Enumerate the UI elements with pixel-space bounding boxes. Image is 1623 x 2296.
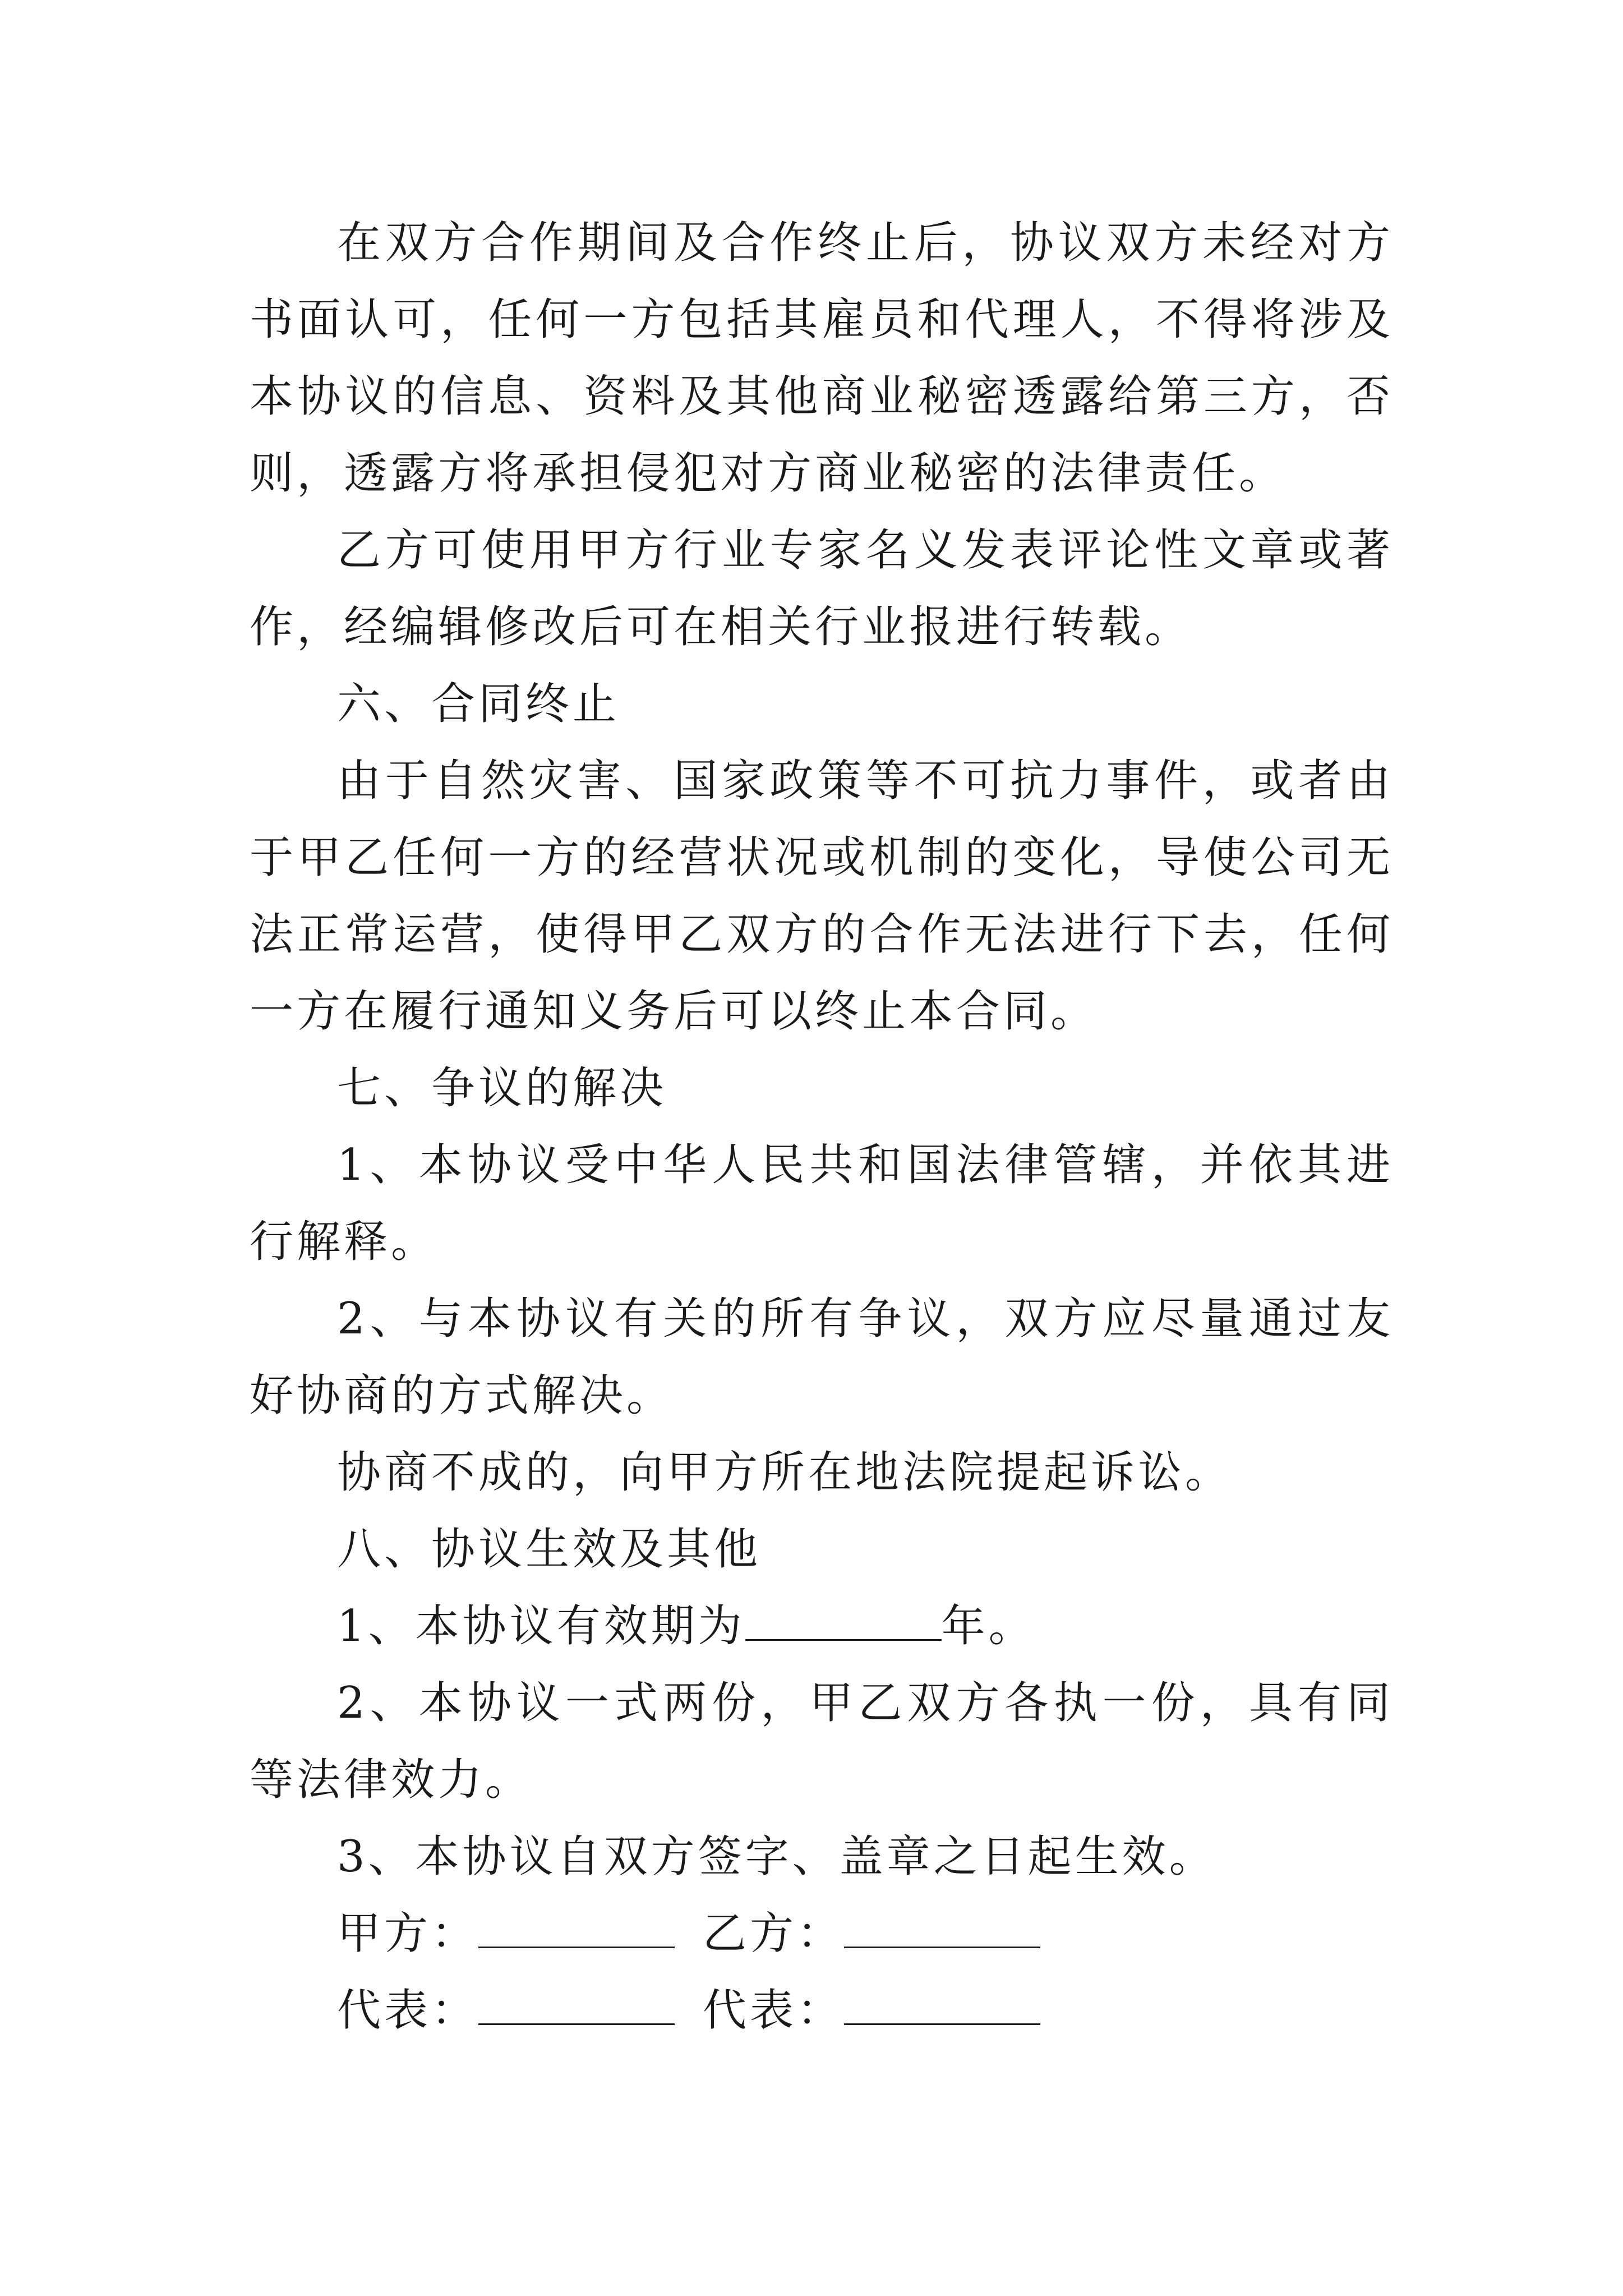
negotiation-clause: 2、与本协议有关的所有争议，双方应尽量通过友好协商的方式解决。 <box>250 1294 1394 1421</box>
litigation-clause: 协商不成的，向甲方所在地法院提起诉讼。 <box>337 1447 1233 1498</box>
rep-a-signature-blank[interactable] <box>478 1984 675 2025</box>
term-clause <box>250 1588 1394 1665</box>
rep-b-signature-blank[interactable] <box>844 1984 1040 2025</box>
rep-b-label: 代表： <box>703 1985 845 2036</box>
governing-law-clause: 1、本协议受中华人民共和国法律管辖，并依其进行解释。 <box>250 1140 1394 1267</box>
term-years-blank[interactable] <box>745 1600 942 1641</box>
party-signature-row <box>250 1895 1394 1972</box>
party-a-label: 甲方： <box>337 1908 479 1959</box>
section-heading-termination: 六、合同终止 <box>337 679 620 729</box>
section-heading-dispute: 七、争议的解决 <box>337 1063 667 1114</box>
publication-paragraph: 乙方可使用甲方行业专家名义发表评论性文章或著作，经编辑修改后可在相关行业报进行转载。 <box>250 525 1394 652</box>
effective-date-clause: 3、本协议自双方签字、盖章之日起生效。 <box>337 1832 1216 1882</box>
section-heading-effectiveness: 八、协议生效及其他 <box>337 1524 762 1575</box>
term-clause-suffix: 年。 <box>941 1601 1036 1651</box>
party-b-signature-blank[interactable] <box>844 1907 1040 1948</box>
copies-clause: 2、本协议一式两份，甲乙双方各执一份，具有同等法律效力。 <box>250 1678 1394 1805</box>
confidentiality-paragraph: 在双方合作期间及合作终止后，协议双方未经对方书面认可，任何一方包括其雇员和代理人，不得将涉及本协议的信息、资料及其他商业秘密透露给第三方，否则，透露方将承担侵犯对方商业秘密的法律责任。 <box>250 218 1394 499</box>
term-clause-prefix: 1、本协议有效期为 <box>337 1601 745 1651</box>
rep-a-label: 代表： <box>337 1985 479 2036</box>
termination-paragraph: 由于自然灾害、国家政策等不可抗力事件，或者由于甲乙任何一方的经营状况或机制的变化，导使公司无法正常运营，使得甲乙双方的合作无法进行下去，任何一方在履行通知义务后可以终止本合同。 <box>250 756 1394 1037</box>
party-a-signature-blank[interactable] <box>478 1907 675 1948</box>
party-b-label: 乙方： <box>703 1908 845 1959</box>
representative-signature-row <box>250 1972 1394 2049</box>
document-body <box>250 205 1394 2049</box>
